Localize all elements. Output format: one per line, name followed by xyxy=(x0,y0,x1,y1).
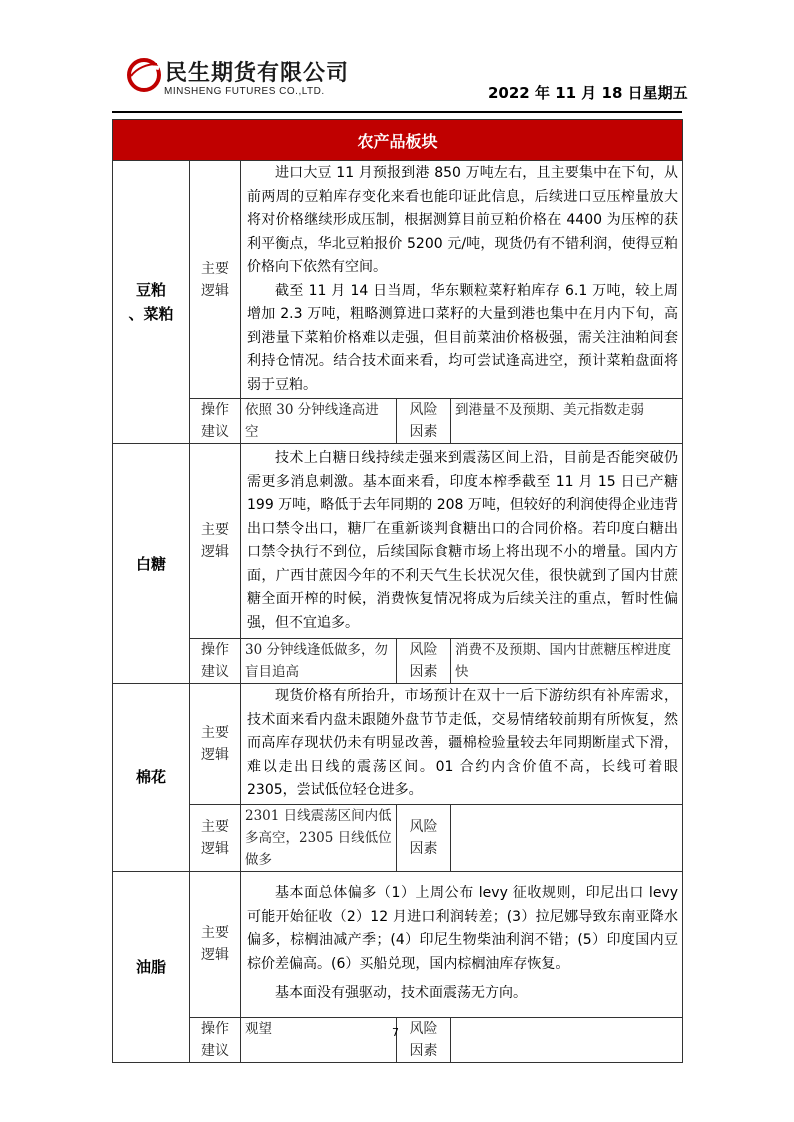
table-row xyxy=(113,1017,683,1062)
company-name-en: MINSHENG FUTURES CO.,LTD. xyxy=(164,86,325,97)
risk-label: 风险 因素 xyxy=(397,804,451,871)
logic-paragraph: 技术上白糖日线持续走强来到震荡区间上沿，目前是否能突破仍需更多消息刺激。基本面来看，印度本榨季截至 11 月 15 日已产糖 199 万吨，略低于去年同期的 208 万吨，但较好的利润使得企业违背出口禁令出口，糖厂在重新谈判食糖出口的合同价格。若印度白糖出口禁令执行不到位，后续国际食糖市场上将出现不小的增量。国内方面，广西甘蔗因今年的不利天气生长状况欠佳，很快就到了国内甘蔗糖全面开榨的时候，消费恢复情况将成为后续关注的重点，暂时性偏强，但不宜追多。 xyxy=(247,450,678,631)
logic-text xyxy=(241,871,683,1017)
logic-paragraph: 基本面总体偏多（1）上周公布 levy 征收规则，印尼出口 levy 可能开始征收（2）12 月进口利润转差；(3）拉尼娜导致东南亚降水偏多，棕榈油减产季；(4）印尼生物柴油利润不错；(5）印度国内豆棕价差偏高。(6）买船兑现，国内棕榈油库存恢复。 xyxy=(247,885,678,972)
table-row xyxy=(113,871,683,1017)
logic-paragraph: 基本面没有强驱动，技术面震荡无方向。 xyxy=(275,985,527,1002)
table-row xyxy=(113,399,683,444)
table-row xyxy=(113,684,683,805)
logic-text xyxy=(241,444,683,639)
variety-cell xyxy=(113,161,190,444)
risk-text xyxy=(451,1017,683,1062)
op-text: 依照 30 分钟线逢高进空 xyxy=(241,399,397,444)
variety-cell xyxy=(113,871,190,1062)
op-text: 2301 日线震荡区间内低多高空，2305 日线低位做多 xyxy=(241,804,397,871)
risk-label: 风险 因素 xyxy=(397,399,451,444)
op-label: 操作 建议 xyxy=(190,399,241,444)
header-divider xyxy=(112,111,682,113)
logic-label: 主要 逻辑 xyxy=(190,444,241,639)
variety-cell xyxy=(113,684,190,872)
op-label: 操作 建议 xyxy=(190,639,241,684)
table-row xyxy=(113,804,683,871)
logic-text xyxy=(241,161,683,399)
variety-name-2: 、菜粕 xyxy=(128,305,174,323)
logic-paragraph: 进口大豆 11 月预报到港 850 万吨左右，且主要集中在下旬，从前两周的豆粕库存变化来看也能印证此信息，后续进口豆压榨量放大将对价格继续形成压制，根据测算目前豆粕价格在 4400 为压榨的获利平衡点，华北豆粕报价 5200 元/吨，现货仍有不错利润，使得豆粕价格向下依然有空间。 xyxy=(247,165,678,275)
table-row xyxy=(113,161,683,399)
minsheng-logo-icon xyxy=(127,58,161,92)
logic-label: 主要 逻辑 xyxy=(190,161,241,399)
logic-paragraph: 现货价格有所抬升，市场预计在双十一后下游纺织有补库需求，技术面来看内盘未跟随外盘节节走低，交易情绪较前期有所恢复，然而高库存现状仍未有明显改善，疆棉检验量较去年同期断崖式下滑，难以走出日线的震荡区间。01 合约内含价值不高，长线可着眼 2305，尝试低位轻仓进多。 xyxy=(247,688,678,798)
section-header-row xyxy=(113,120,683,161)
page-number: 7 xyxy=(392,1026,399,1039)
logic-label: 主要 逻辑 xyxy=(190,804,241,871)
risk-label: 风险 因素 xyxy=(397,639,451,684)
company-name-cn: 民生期货有限公司 xyxy=(165,61,350,86)
risk-text xyxy=(451,804,683,871)
op-text: 观望 xyxy=(241,1017,397,1062)
table-row xyxy=(113,444,683,639)
risk-text: 消费不及预期、国内甘蔗糖压榨进度快 xyxy=(451,639,683,684)
risk-text: 到港量不及预期、美元指数走弱 xyxy=(451,399,683,444)
logic-label: 主要 逻辑 xyxy=(190,684,241,805)
op-label: 操作 建议 xyxy=(190,1017,241,1062)
variety-name: 棉花 xyxy=(135,768,166,787)
op-text: 30 分钟线逢低做多，勿盲目追高 xyxy=(241,639,397,684)
logic-label: 主要 逻辑 xyxy=(190,871,241,1017)
logic-text xyxy=(241,684,683,805)
variety-name: 豆粕 xyxy=(135,281,166,299)
risk-label: 风险 因素 xyxy=(397,1017,451,1062)
variety-name: 白糖 xyxy=(135,554,166,573)
table-row xyxy=(113,639,683,684)
company-logo xyxy=(127,58,367,102)
logic-paragraph: 截至 11 月 14 日当周，华东颗粒菜籽粕库存 6.1 万吨，较上周增加 2.3 万吨，粗略测算进口菜籽的大量到港也集中在月内下旬，高到港量下菜粕价格难以走强，但目前菜油价格极强，需关注油粕间套利持仓情况。结合技术面来看，均可尝试逢高进空，预计菜粕盘面将弱于豆粕。 xyxy=(247,282,678,393)
section-title: 农产品板块 xyxy=(113,120,683,161)
agri-table xyxy=(112,119,683,1063)
variety-name: 油脂 xyxy=(135,957,166,976)
variety-cell xyxy=(113,444,190,684)
report-date: 2022 年 11 月 18 日星期五 xyxy=(488,84,688,102)
